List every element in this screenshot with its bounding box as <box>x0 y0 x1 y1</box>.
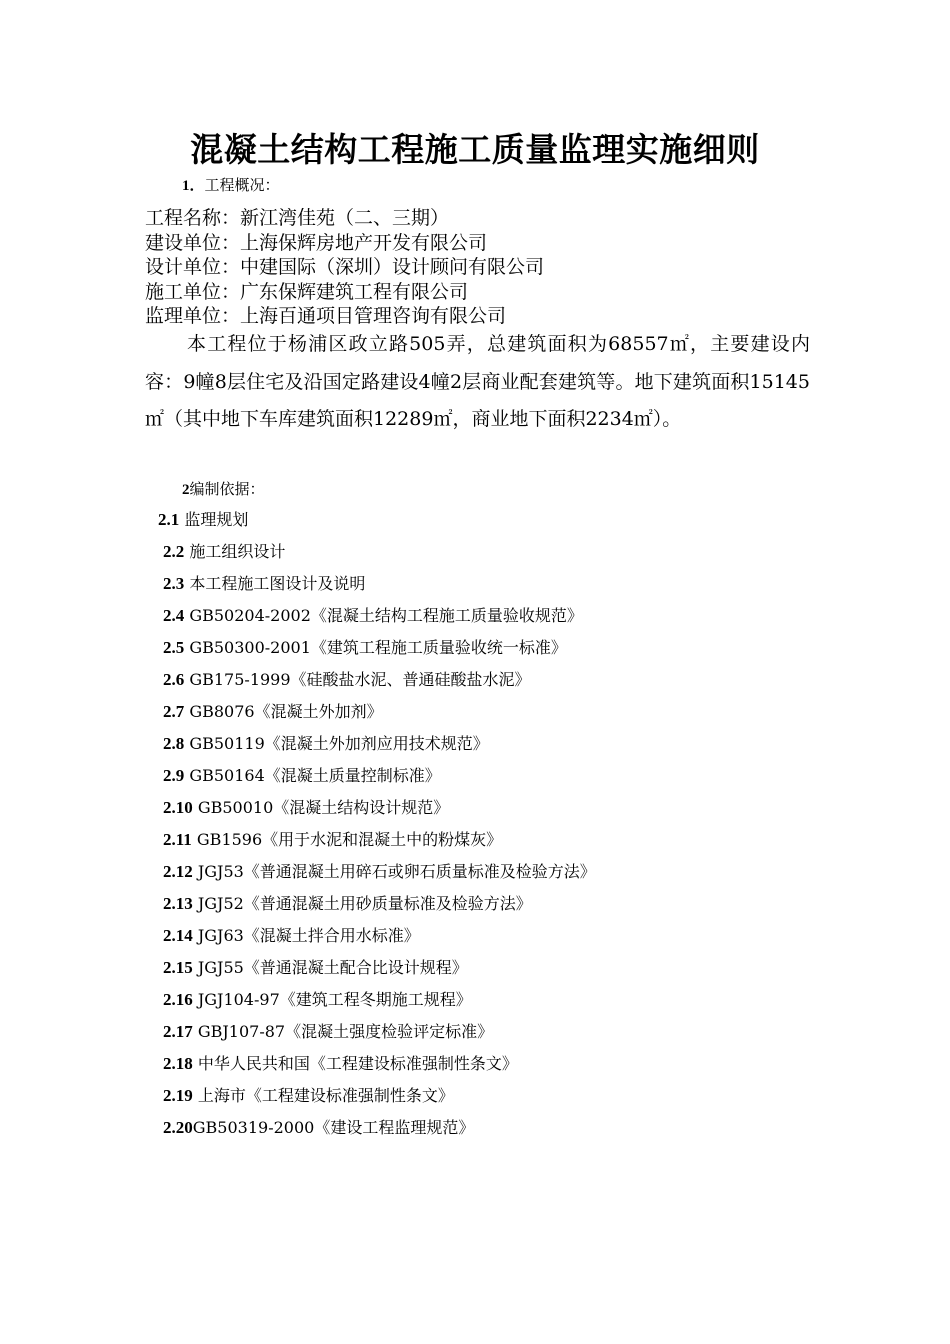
reference-item: 2.6 GB175-1999《硅酸盐水泥、普通硅酸盐水泥》 <box>163 670 531 689</box>
reference-item: 2.16 JGJ104-97《建筑工程冬期施工规程》 <box>163 990 472 1009</box>
reference-item: 2.17 GBJ107-87《混凝土强度检验评定标准》 <box>163 1022 494 1041</box>
section-2-title: 编制依据： <box>189 480 265 498</box>
reference-item: 2.18 中华人民共和国《工程建设标准强制性条文》 <box>163 1054 518 1073</box>
reference-item: 2.4 GB50204-2002《混凝土结构工程施工质量验收规范》 <box>163 606 583 625</box>
project-info-block <box>145 206 544 329</box>
reference-item: 2.1 监理规划 <box>158 510 249 529</box>
reference-item: 2.12 JGJ53《普通混凝土用碎石或卵石质量标准及检验方法》 <box>163 862 596 881</box>
project-description: 本工程位于杨浦区政立路505弄，总建筑面积为68557㎡，主要建设内容：9幢8层住宅及沿国定路建设4幢2层商业配套建筑等。地下建筑面积15145㎡（其中地下车库建筑面积12289㎡，商业地下面积2234㎡）。 <box>145 333 810 430</box>
document-title: 混凝土结构工程施工质量监理实施细则 <box>190 130 760 169</box>
section-1-number: 1． <box>182 178 205 194</box>
section-1-heading <box>182 174 280 197</box>
section-2-number: 2 <box>182 482 190 498</box>
reference-item: 2.2 施工组织设计 <box>163 542 286 561</box>
reference-item: 2.14 JGJ63《混凝土拌合用水标准》 <box>163 926 420 945</box>
reference-item: 2.9 GB50164《混凝土质量控制标准》 <box>163 766 441 785</box>
section-2-heading <box>182 478 265 501</box>
design-unit: 设计单位：中建国际（深圳）设计顾问有限公司 <box>145 256 545 278</box>
reference-item: 2.11 GB1596《用于水泥和混凝土中的粉煤灰》 <box>163 830 503 849</box>
reference-item: 2.10 GB50010《混凝土结构设计规范》 <box>163 798 450 817</box>
reference-item: 2.3 本工程施工图设计及说明 <box>163 574 366 593</box>
reference-item: 2.19 上海市《工程建设标准强制性条文》 <box>163 1086 454 1105</box>
reference-item: 2.7 GB8076《混凝土外加剂》 <box>163 702 383 721</box>
reference-item: 2.20GB50319-2000《建设工程监理规范》 <box>163 1118 475 1137</box>
section-1-title: 工程概况： <box>204 176 280 194</box>
construction-unit: 建设单位：上海保辉房地产开发有限公司 <box>145 231 488 254</box>
supervision-unit: 监理单位：上海百通项目管理咨询有限公司 <box>145 305 507 327</box>
reference-item: 2.13 JGJ52《普通混凝土用砂质量标准及检验方法》 <box>163 894 532 913</box>
reference-item: 2.15 JGJ55《普通混凝土配合比设计规程》 <box>163 958 468 977</box>
reference-item: 2.5 GB50300-2001《建筑工程施工质量验收统一标准》 <box>163 638 567 657</box>
project-name: 工程名称：新江湾佳苑（二、三期） <box>145 207 450 229</box>
reference-item: 2.8 GB50119《混凝土外加剂应用技术规范》 <box>163 734 489 753</box>
builder-unit: 施工单位：广东保辉建筑工程有限公司 <box>145 280 469 303</box>
